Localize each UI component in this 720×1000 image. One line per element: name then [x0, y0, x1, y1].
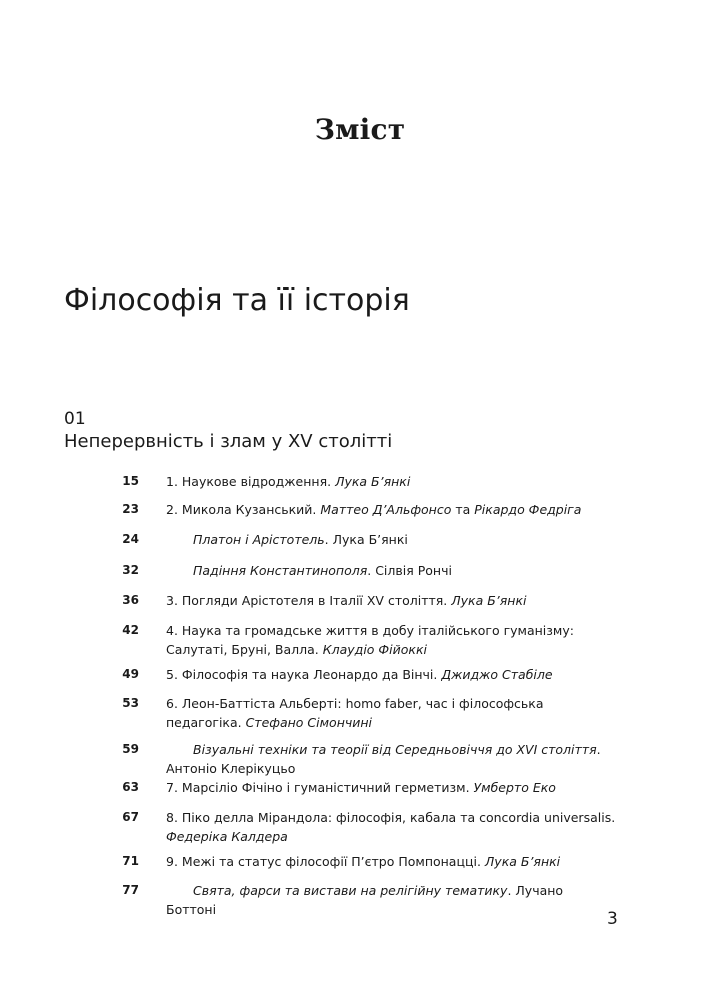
toc-entry-author: . Лука Б’янкі [324, 532, 408, 547]
toc-entry-text [166, 881, 616, 919]
toc-page-number: 15 [122, 474, 139, 488]
toc-chapter-number: 2. [166, 502, 182, 517]
toc-entry-title: Леон-Баттіста Альберті: homo faber, час і філософська педагогіка. [166, 696, 544, 730]
toc-page-number: 36 [122, 593, 139, 607]
toc-entry-author: Лука Б’янкі [451, 593, 527, 608]
toc-chapter-number: 7. [166, 780, 182, 795]
toc-page-number: 23 [122, 502, 139, 516]
toc-entry-title: Падіння Константинополя [193, 563, 368, 578]
page-number: 3 [607, 909, 618, 929]
toc-page-number: 24 [122, 532, 139, 546]
page-title: Зміст [314, 113, 406, 146]
toc-entry-text [166, 740, 616, 778]
toc-page-number: 67 [122, 810, 139, 824]
toc-entry-title: Піко делла Мірандола: філософія, кабала та concordia universalis. [181, 810, 616, 825]
toc-chapter-number: 4. [166, 623, 182, 638]
toc-entry-author: Лука Б’янкі [484, 854, 561, 869]
toc-chapter-number: 1. [166, 474, 182, 489]
toc-entry-author: . Лучано Боттоні [166, 883, 564, 917]
toc-entry-text [166, 852, 616, 871]
part-title: Філософія та її історія [64, 283, 410, 318]
toc-entry-author: . Антоніо Клерікуцьо [166, 742, 601, 776]
toc-entry-text [166, 500, 616, 519]
toc-chapter-number: 5. [166, 667, 182, 682]
toc-entry-title: Філософія та наука Леонардо да Вінчі. [181, 667, 442, 682]
toc-page-number: 63 [122, 780, 139, 794]
toc-entry-title: Свята, фарси та вистави на релігійну тематику [193, 883, 508, 898]
toc-page-number: 32 [122, 563, 139, 577]
toc-entry-title: Микола Кузанський. [181, 502, 321, 517]
section-number: 01 [64, 409, 86, 429]
toc-chapter-number: 9. [166, 854, 182, 869]
toc-page-number: 42 [122, 623, 139, 637]
toc-entry-conjunction: та [451, 502, 475, 517]
toc-entry-text [166, 808, 616, 846]
toc-entry-author: Джиджо Стабіле [441, 667, 553, 682]
toc-entry-author: Маттео Д’Альфонсо [320, 502, 452, 517]
toc-entry-author: Рікардо Федріга [474, 502, 582, 517]
toc-entry-author: Клаудіо Фійоккі [322, 642, 427, 657]
toc-entry-text [166, 472, 616, 491]
toc-entry-title: Погляди Арістотеля в Італії XV століття. [181, 593, 452, 608]
toc-entry-text [166, 694, 616, 732]
toc-page-number: 49 [122, 667, 139, 681]
toc-page-number: 71 [122, 854, 139, 868]
toc-entry-author: Стефано Сімончині [245, 715, 373, 730]
toc-entry-title: Марсіліо Фічіно і гуманістичний герметизм. [181, 780, 474, 795]
toc-entry-text [166, 561, 616, 580]
toc-page-number: 59 [122, 742, 139, 756]
toc-entry-author: . Сілвія Рончі [367, 563, 452, 578]
toc-entry-author: Федеріка Калдера [166, 829, 288, 844]
toc-page-number: 53 [122, 696, 139, 710]
toc-chapter-number: 6. [166, 696, 182, 711]
toc-entry-title: Наукове відродження. [181, 474, 336, 489]
toc-entry-title: Платон і Арістотель [193, 532, 325, 547]
section-title: Неперервність і злам у XV столітті [64, 431, 393, 452]
toc-entry-title: Наука та громадське життя в добу італійського гуманізму: Салутаті, Бруні, Валла. [166, 623, 574, 657]
toc-entry-text [166, 591, 616, 610]
toc-entry-author: Лука Б’янкі [335, 474, 411, 489]
toc-entry-title: Візуальні техніки та теорії від Середньовіччя до XVI століття [193, 742, 597, 757]
toc-chapter-number: 8. [166, 810, 182, 825]
toc-entry-title: Межі та статус філософії П’єтро Помпонацці. [181, 854, 485, 869]
toc-entry-author: Умберто Еко [473, 780, 556, 795]
toc-entry-text [166, 665, 616, 684]
toc-chapter-number: 3. [166, 593, 182, 608]
toc-entry-text [166, 621, 616, 659]
toc-entry-text [166, 778, 616, 797]
toc-entry-text [166, 530, 616, 549]
toc-page-number: 77 [122, 883, 139, 897]
